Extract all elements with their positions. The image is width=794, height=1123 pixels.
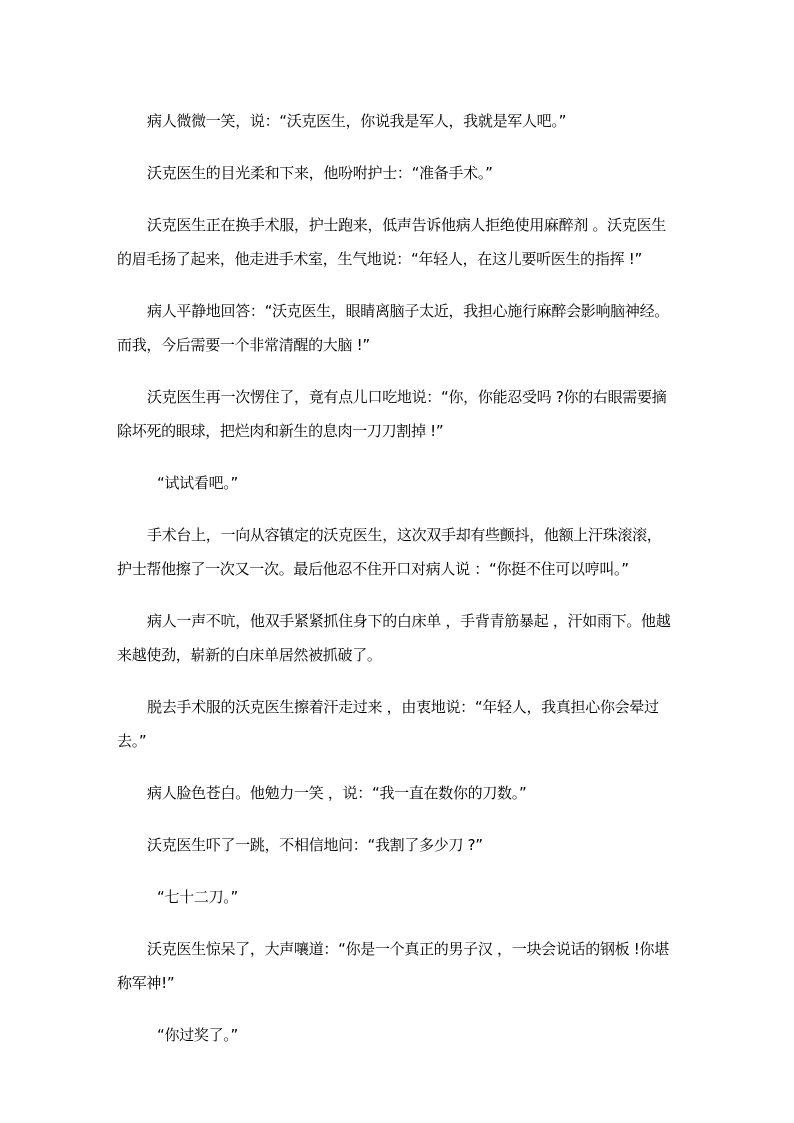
paragraph-11: 沃克医生吓了一跳，不相信地问：“我割了多少刀 ?” xyxy=(147,836,483,854)
paragraph-9: 脱去手术服的沃克医生擦着汗走过来 ，由衷地说：“年轻人，我真担心你会晕过去。” xyxy=(117,698,659,750)
paragraph-2: 沃克医生的目光柔和下来，他吩咐护士：“准备手术。” xyxy=(147,164,493,182)
paragraph-7: 手术台上，一向从容镇定的沃克医生，这次双手却有些颤抖，他额上汗珠滚滚，护士帮他擦了一次又一次。最后他忍不住开口对病人说 ：“你挺不住可以哼叫。” xyxy=(117,526,662,578)
paragraph-4: 病人平静地回答：“沃克医生，眼睛离脑子太近，我担心施行麻醉会影响脑神经。而我，今后需要一个非常清醒的大脑 !” xyxy=(117,302,669,354)
paragraph-3: 沃克医生正在换手术服，护士跑来，低声告诉他病人拒绝使用麻醉剂 。沃克医生的眉毛扬了起来，他走进手术室，生气地说：“年轻人，在这儿要听医生的指挥 !” xyxy=(117,216,666,268)
paragraph-14: “你过奖了。” xyxy=(157,1026,238,1044)
paragraph-1: 病人微微一笑，说：“沃克医生，你说我是军人，我就是军人吧。” xyxy=(147,112,567,130)
paragraph-13: 沃克医生惊呆了，大声嚷道：“你是一个真正的男子汉 ，一块会说话的钢板 !你堪称军神!” xyxy=(117,940,669,992)
paragraph-12: “七十二刀。” xyxy=(157,888,238,906)
paragraph-10: 病人脸色苍白。他勉力一笑 ，说：“我一直在数你的刀数。” xyxy=(147,784,527,802)
paragraph-6: “试试看吧。” xyxy=(157,474,238,492)
paragraph-5: 沃克医生再一次愣住了，竟有点儿口吃地说：“你，你能忍受吗 ?你的右眼需要摘除坏死的眼球，把烂肉和新生的息肉一刀刀割掉 !” xyxy=(117,388,667,440)
paragraph-8: 病人一声不吭，他双手紧紧抓住身下的白床单 ，手背青筋暴起 ，汗如雨下。他越来越使劲，崭新的白床单居然被抓破了。 xyxy=(117,612,671,664)
document-body xyxy=(117,104,675,1070)
